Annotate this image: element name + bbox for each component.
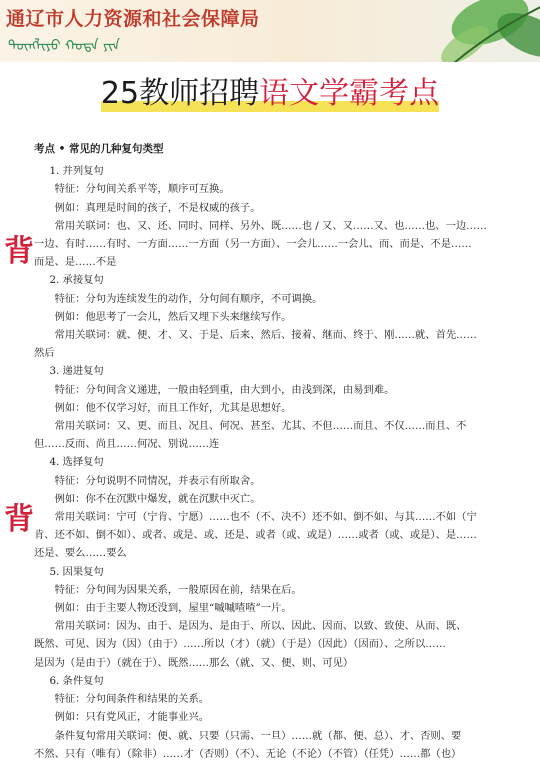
title-part-red: 语文学霸考点	[259, 76, 440, 111]
s5-words-line3: 是因为（是由于）（就在于）、既然……那么（就、又、便、则、可见）	[34, 656, 354, 669]
s3-example: 例如：他不仅学习好，而且工作好，尤其是思想好。	[54, 401, 292, 414]
page-title	[101, 74, 439, 114]
header-banner	[0, 0, 540, 62]
s6-feature: 特征：分句间条件和结果的关系。	[54, 693, 210, 706]
s5-feature: 特征：分句间为因果关系，一般原因在前，结果在后。	[54, 583, 302, 596]
s3-feature: 特征：分句间含义递进，一般由轻到重，由大到小，由浅到深，由易到难。	[54, 383, 395, 396]
s5-words-line1: 常用关联词：因为、由于、是因为、是由于、所以、因此、因而、以致、致使、从而、既、	[54, 620, 467, 633]
s1-words-line2: 一边、有时……有时、一方面……一方面（另一方面）、一会儿……一会儿、而、而是、不是……	[34, 238, 472, 251]
memorize-stamp-top: 背	[4, 234, 34, 269]
leaf-decoration-icon	[370, 0, 540, 62]
s2-feature: 特征：分句为连续发生的动作，分句间有顺序，不可调换。	[54, 292, 323, 305]
organization-name: 通辽市人力资源和社会保障局	[6, 8, 260, 30]
memorize-stamp-bottom: 背	[4, 502, 34, 537]
s3-words-line2: 但……反而、尚且……何况、别说……连	[34, 438, 220, 451]
document-body	[34, 140, 494, 763]
s1-title: 1. 并列复句	[49, 165, 104, 178]
s1-example: 例如：真理是时间的孩子，不是权威的孩子。	[54, 201, 261, 214]
s6-example: 例如：只有党风正，才能事业兴。	[54, 711, 210, 724]
mongolian-script-line: ᠲᠦᠩᠯᠢᠶᠣ ᠬᠣᠲᠠ ᠶᠢᠨ	[8, 38, 120, 54]
s4-words-line3: 还是、要么……要么	[34, 547, 127, 560]
s6-words-line2: 不然、只有（唯有）（除非）……才（否则）（不）、无论（不论）（不管）（任凭）……都（也）	[34, 747, 462, 760]
s3-words-line1: 常用关联词：又、更、而且、况且、何况、甚至、尤其、不但……而且、不仅……而且、不	[54, 420, 467, 433]
s5-words-line2: 既然、可见、因为（因）（由于）……所以（才）（就）（于是）（因此）（因而）、之所以……	[34, 638, 446, 651]
s4-words-line2: 肯、还不如、倒不如）、或者、或是、或、还是、或者（或、或是）……或者（或、或是）、是……	[34, 529, 477, 542]
s2-words-line2: 然后	[34, 347, 55, 360]
s1-words-line1: 常用关联词：也、又、还、同时、同样、另外、既……也 / 又、又……又、也……也、一边……	[54, 219, 487, 232]
section-heading: 考点 • 常见的几种复句类型	[34, 143, 164, 155]
title-part-black: 25教师招聘	[100, 76, 260, 111]
s4-title: 4. 选择复句	[49, 456, 104, 469]
s2-example: 例如：他思考了一会儿，然后又埋下头来继续写作。	[54, 310, 292, 323]
s2-words-line1: 常用关联词：就、便、才、又、于是、后来、然后、接着、继而、终于、刚……就、首先……	[54, 329, 477, 342]
s5-title: 5. 因果复句	[49, 565, 104, 578]
s1-words-line3: 而是、是……不是	[34, 256, 117, 269]
s2-title: 2. 承接复句	[49, 274, 104, 287]
s6-title: 6. 条件复句	[49, 674, 104, 687]
title-area	[0, 74, 540, 114]
s4-words-line1: 常用关联词：宁可（宁肯、宁愿）……也不（不、决不）还不如、倒不如、与其……不如（宁	[54, 511, 477, 524]
s1-feature: 特征：分句间关系平等，顺序可互换。	[54, 183, 230, 196]
s3-title: 3. 递进复句	[49, 365, 104, 378]
s5-example: 例如：由于主要人物还没到，屋里“嘁嘁喳喳”一片。	[54, 602, 292, 615]
s4-feature: 特征：分句说明不同情况，并表示有所取舍。	[54, 474, 261, 487]
s4-example: 例如：你不在沉默中爆发，就在沉默中灭亡。	[54, 492, 261, 505]
s6-words-line1: 条件复句常用关联词：便、就、只要（只需、一旦）……就（都、便、总）、才、否则、要	[54, 729, 462, 742]
